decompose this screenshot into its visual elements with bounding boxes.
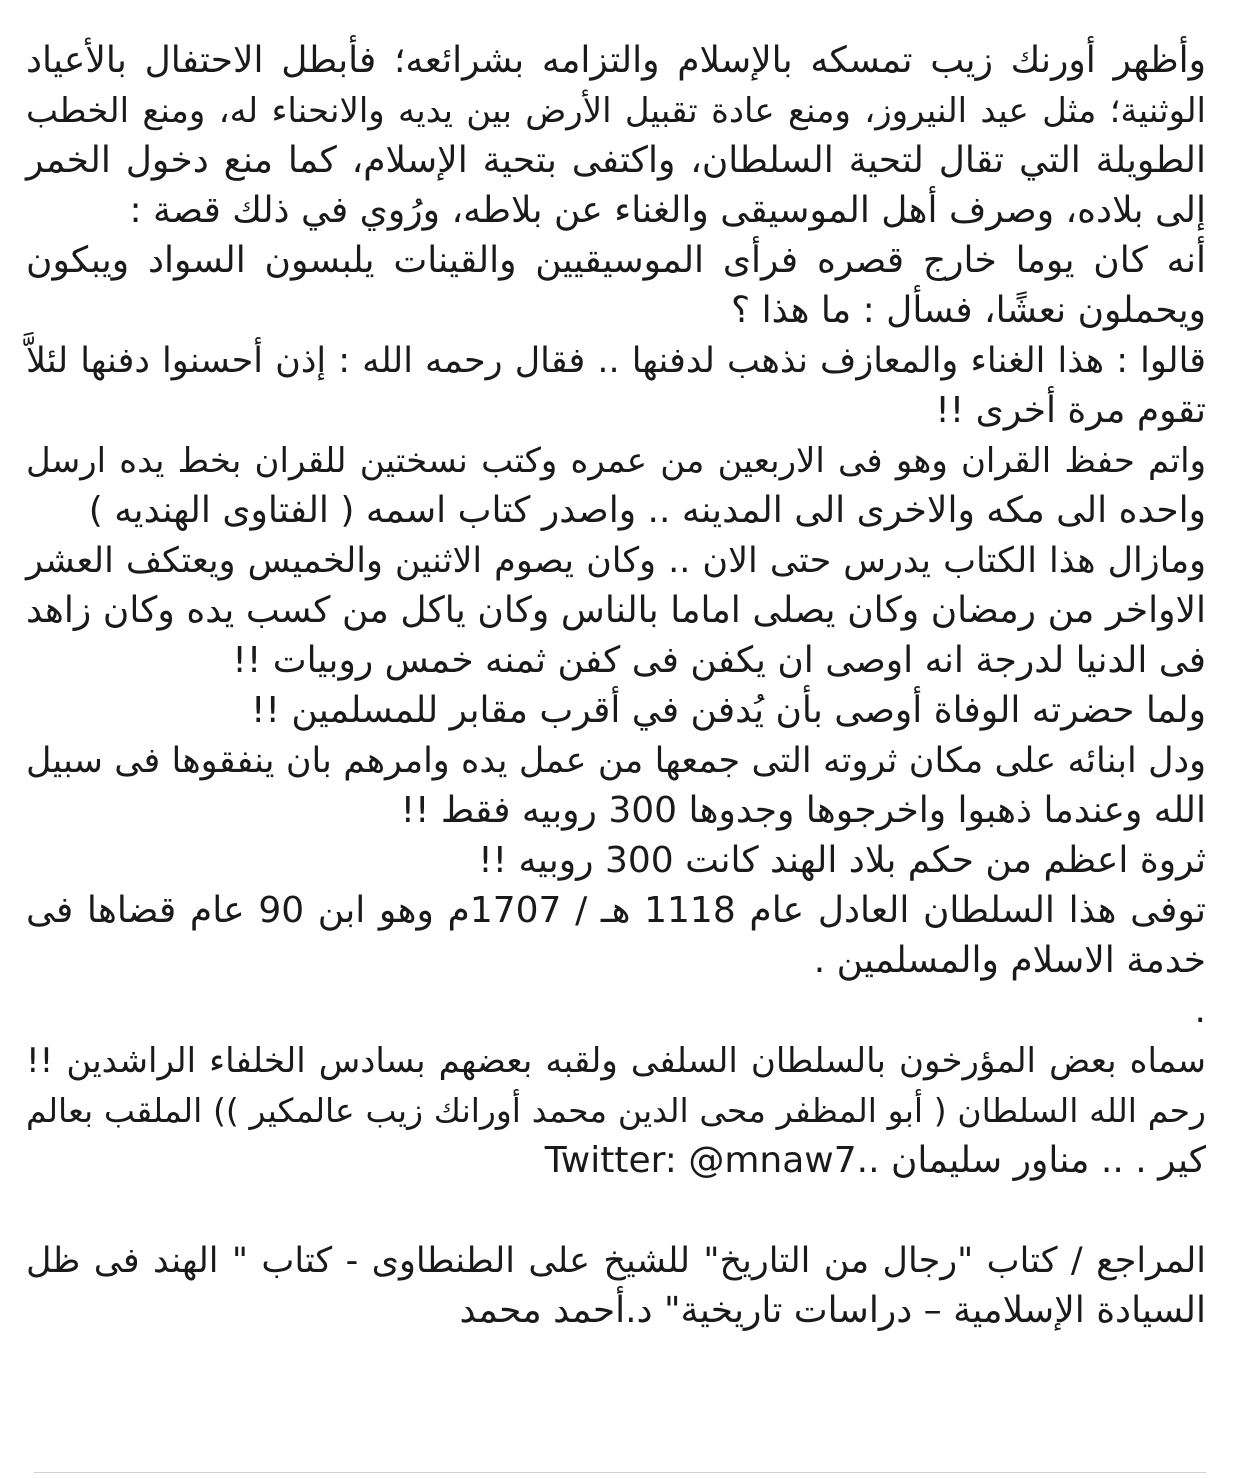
article-text [26,36,1206,1336]
text-line: ثروة اعظم من حكم بلاد الهند كانت 300 روبيه !! [478,840,1206,881]
text-line: وأظهر أورنك زيب تمسكه بالإسلام والتزامه بشرائعه؛ فأبطل الاحتفال بالأعياد [26,40,1206,81]
text-line: خدمة الاسلام والمسلمين . [813,940,1206,981]
text-line: الوثنية؛ مثل عيد النيروز، ومنع عادة تقبيل الأرض بين يديه والانحناء له، ومنع الخطب [26,91,1206,131]
blank-line [26,1186,1206,1236]
text-line: إلى بلاده، وصرف أهل الموسيقى والغناء عن بلاطه، ورُوي في ذلك قصة : [129,190,1206,231]
text-line: قالوا : هذا الغناء والمعازف نذهب لدفنها .. فقال رحمه الله : إذن أحسنوا دفنها لئلاَّ [26,341,1206,381]
text-line: سماه بعض المؤرخون بالسلطان السلفى ولقبه بعضهم بسادس الخلفاء الراشدين !! [26,1041,1206,1081]
text-line: واحده الى مكه والاخرى الى المدينه .. واصدر كتاب اسمه ( الفتاوى الهنديه ) [88,490,1206,531]
text-line: ويحملون نعشًا، فسأل : ما هذا ؟ [731,290,1206,331]
text-line: الاواخر من رمضان وكان يصلى اماما بالناس وكان ياكل من كسب يده وكان زاهد [26,590,1206,631]
text-line: ومازال هذا الكتاب يدرس حتى الان .. وكان يصوم الاثنين والخميس ويعتكف العشر [26,541,1206,581]
references-line: السيادة الإسلامية – دراسات تاريخية" د.أحمد محمد [459,1290,1206,1331]
text-line: توفى هذا السلطان العادل عام 1118 هـ / 1707م وهو ابن 90 عام قضاها فى [26,890,1206,931]
text-line: الله وعندما ذهبوا واخرجوها وجدوها 300 روبيه فقط !! [400,790,1206,831]
references-line: المراجع / كتاب "رجال من التاريخ" للشيخ على الطنطاوى - كتاب " الهند فى ظل [26,1241,1206,1281]
text-line: . [1194,990,1206,1031]
text-line: الطويلة التي تقال لتحية السلطان، واكتفى بتحية الإسلام، كما منع دخول الخمر [26,140,1206,181]
text-line: أنه كان يوما خارج قصره فرأى الموسيقيين والقينات يلبسون السواد ويبكون [26,240,1206,281]
text-line: تقوم مرة أخرى !! [935,390,1206,431]
text-line: ولما حضرته الوفاة أوصى بأن يُدفن في أقرب مقابر للمسلمين !! [251,690,1206,731]
text-line: رحم الله السلطان ( أبو المظفر محى الدين محمد أورانك زيب عالمكير )) الملقب بعالم [26,1091,1206,1130]
text-line: واتم حفظ القران وهو فى الاربعين من عمره وكتب نسختين للقران بخط يده ارسل [26,441,1206,481]
signature-line: كير . .. مناور سليمان ..Twitter: @mnaw7 [544,1140,1206,1181]
text-line: ودل ابنائه على مكان ثروته التى جمعها من عمل يده وامرهم بان ينفقوها فى سبيل [26,741,1206,781]
bottom-divider [34,1472,1206,1473]
text-line: فى الدنيا لدرجة انه اوصى ان يكفن فى كفن ثمنه خمس روبيات !! [232,640,1206,681]
